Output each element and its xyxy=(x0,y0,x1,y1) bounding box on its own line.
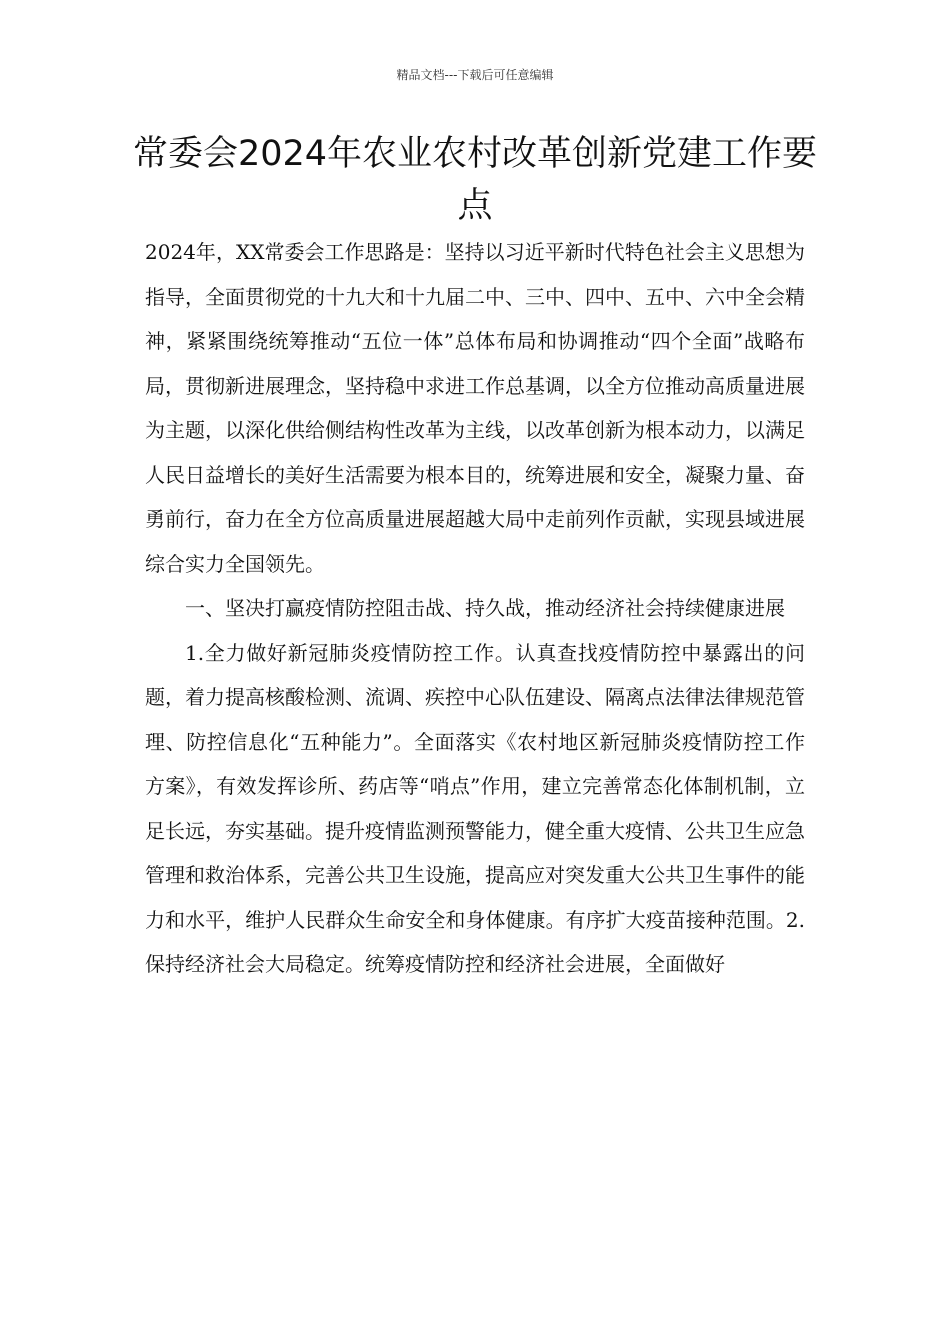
header-note: 精品文档---下载后可任意编辑 xyxy=(396,68,554,82)
paragraph-item-1: 1.全力做好新冠肺炎疫情防控工作。认真查找疫情防控中暴露出的问题，着力提高核酸检测、流调、疾控中心队伍建设、隔离点法律法律规范管理、防控信息化“五种能力”。全面落实《农村地区新冠肺炎疫情防控工作方案》，有效发挥诊所、药店等“哨点”作用，建立完善常态化体制机制，立足长远，夯实基础。提升疫情监测预警能力，健全重大疫情、公共卫生应急管理和救治体系，完善公共卫生设施，提高应对突发重大公共卫生事件的能力和水平，维护人民群众生命安全和身体健康。有序扩大疫苗接种范围。2.保持经济社会大局稳定。统筹疫情防控和经济社会进展，全面做好 xyxy=(145,640,805,976)
document-title: 常委会2024年农业农村改革创新党建工作要点 xyxy=(132,134,818,226)
document-body xyxy=(145,230,805,987)
paragraph-intro: 2024年，XX常委会工作思路是：坚持以习近平新时代特色社会主义思想为指导，全面贯彻党的十九大和十九届二中、三中、四中、五中、六中全会精神，紧紧围绕统筹推动“五位一体”总体布局和协调推动“四个全面”战略布局，贯彻新进展理念，坚持稳中求进工作总基调，以全方位推动高质量进展为主题，以深化供给侧结构性改革为主线，以改革创新为根本动力，以满足人民日益增长的美好生活需要为根本目的，统筹进展和安全，凝聚力量、奋勇前行，奋力在全方位高质量进展超越大局中走前列作贡献，实现县域进展综合实力全国领先。 xyxy=(145,240,805,576)
section-heading-1: 一、坚决打赢疫情防控阻击战、持久战，推动经济社会持续健康进展 xyxy=(185,596,785,620)
